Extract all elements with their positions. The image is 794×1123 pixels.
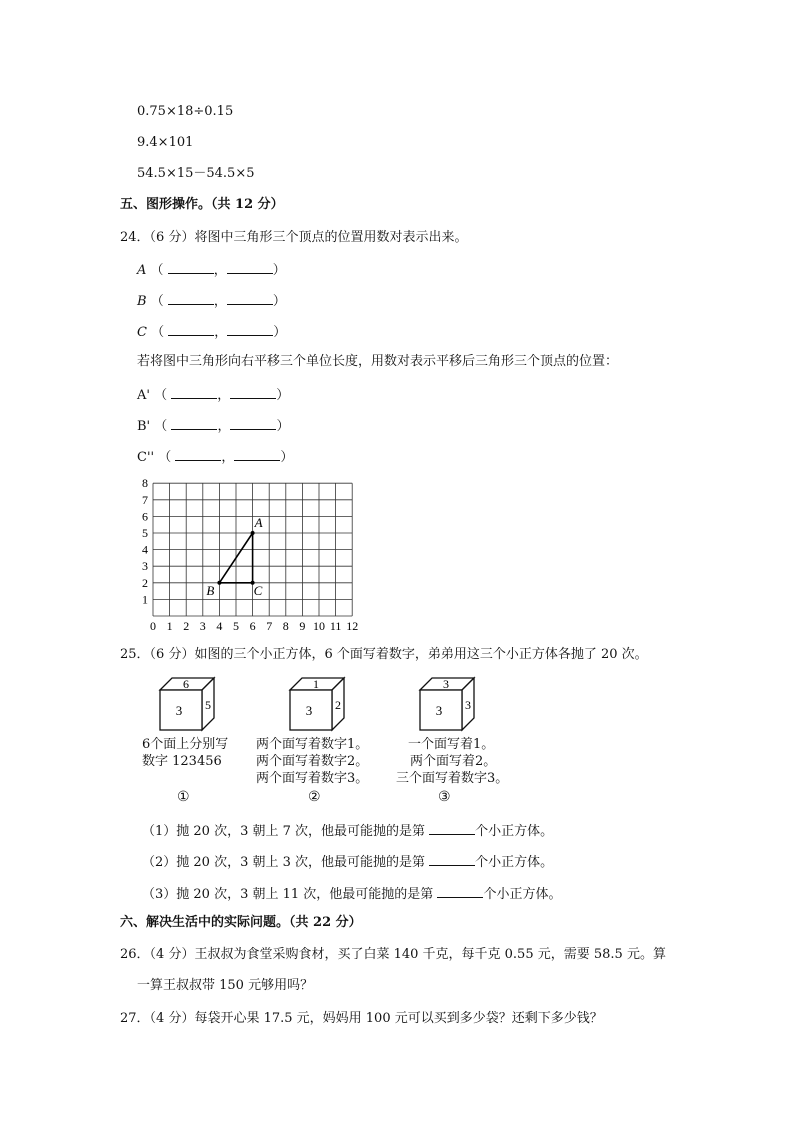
cube-3-desc-line-3: 三个面写着数字3。	[396, 771, 509, 786]
item-text: （3）抛 20 次，3 朝上 11 次，他最可能抛的是第	[142, 887, 434, 902]
cube-3-desc-line-2: 两个面写着2。	[410, 754, 497, 769]
answer-blank-x[interactable]	[171, 386, 217, 399]
x-tick-label: 12	[346, 619, 359, 633]
x-tick-label: 9	[299, 619, 306, 633]
close-paren: ）	[273, 325, 287, 340]
close-paren: ）	[276, 388, 290, 403]
comma: ，	[213, 263, 227, 278]
cube-2-side: 2	[335, 698, 341, 712]
cube-3	[420, 677, 474, 730]
item-text: （2）抛 20 次，3 朝上 3 次，他最可能抛的是第	[142, 855, 426, 870]
q24-point-b	[137, 292, 286, 310]
point-label: A	[137, 263, 147, 278]
answer-blank-y[interactable]	[234, 448, 280, 461]
answer-blank-y[interactable]	[230, 386, 276, 399]
q24-point-c	[137, 323, 286, 341]
calc-line-2: 9.4×101	[137, 135, 194, 150]
answer-blank-x[interactable]	[168, 292, 214, 305]
y-tick-label: 3	[142, 559, 148, 574]
answer-blank[interactable]	[429, 853, 475, 866]
cube-1-front: 3	[175, 703, 183, 718]
cube-3-number-mark: ③	[438, 789, 451, 805]
q24-point-a-prime	[137, 386, 289, 404]
answer-blank-y[interactable]	[227, 261, 273, 274]
answer-blank[interactable]	[429, 822, 475, 835]
point-label: C	[137, 325, 147, 340]
open-paren: （	[150, 263, 164, 278]
close-paren: ）	[272, 294, 286, 309]
answer-blank-x[interactable]	[175, 448, 221, 461]
cube-1-side: 5	[205, 698, 211, 712]
open-paren: （	[154, 419, 168, 434]
y-tick-label: 7	[142, 492, 148, 507]
point-label: C''	[137, 450, 155, 465]
cube-drawings	[140, 672, 560, 734]
cube-3-top: 3	[443, 677, 449, 691]
vertex-label-b: B	[206, 582, 215, 598]
x-tick-label: 8	[282, 619, 289, 633]
cube-1-top: 6	[183, 677, 189, 691]
calc-line-1: 0.75×18÷0.15	[137, 104, 234, 119]
cube-2-top: 1	[313, 677, 319, 691]
x-tick-label: 10	[313, 619, 325, 633]
cube-2-number-mark: ②	[308, 789, 321, 805]
point-label: B	[137, 294, 147, 309]
comma: ，	[213, 294, 227, 309]
q25-title: 25．（6 分）如图的三个小正方体，6 个面写着数字，弟弟用这三个小正方体各抛了 20 次。	[120, 647, 648, 662]
close-paren: ）	[280, 450, 294, 465]
y-tick-label: 5	[142, 526, 148, 540]
vertex-point-a	[251, 531, 255, 535]
cube-2-desc-line-2: 两个面写着数字2。	[256, 754, 369, 769]
x-tick-label: 6	[249, 619, 256, 633]
point-label: A'	[137, 388, 150, 403]
y-tick-label: 1	[142, 592, 148, 607]
cube-1	[160, 677, 214, 730]
item-text: （1）抛 20 次，3 朝上 7 次，他最可能抛的是第	[142, 824, 426, 839]
cube-1-number-mark: ①	[177, 789, 190, 805]
x-tick-label: 0	[150, 619, 156, 633]
answer-blank-x[interactable]	[171, 417, 217, 430]
comma: ，	[217, 419, 231, 434]
q25-item-2	[142, 853, 553, 871]
item-suffix: 个小正方体。	[475, 824, 554, 839]
cube-1-desc-line-1: 6个面上分别写	[142, 737, 229, 752]
q24-point-a	[137, 261, 286, 279]
answer-blank-y[interactable]	[227, 323, 273, 336]
answer-blank[interactable]	[437, 885, 483, 898]
cube-3-side: 3	[465, 698, 471, 712]
vertex-label-a: A	[254, 515, 263, 530]
y-tick-label: 2	[142, 575, 148, 590]
q24-subquestion: 若将图中三角形向右平移三个单位长度，用数对表示平移后三角形三个顶点的位置：	[137, 354, 619, 369]
q26-line-1: 26．（4 分）王叔叔为食堂采购食材，买了白菜 140 千克，每千克 0.55 元，需要 58.5 元。算	[120, 947, 666, 962]
x-tick-label: 5	[233, 619, 239, 633]
close-paren: ）	[272, 263, 286, 278]
answer-blank-y[interactable]	[227, 292, 273, 305]
cube-1-desc-line-2: 数字 123456	[142, 754, 222, 769]
item-suffix: 个小正方体。	[475, 855, 554, 870]
open-paren: （	[154, 388, 168, 403]
answer-blank-y[interactable]	[230, 417, 276, 430]
cube-2	[290, 677, 344, 730]
x-tick-label: 2	[183, 619, 190, 633]
comma: ，	[221, 450, 235, 465]
y-tick-label: 6	[142, 509, 148, 524]
cube-2-desc-line-1: 两个面写着数字1。	[256, 737, 369, 752]
x-tick-label: 3	[199, 619, 206, 633]
calc-line-3: 54.5×15－54.5×5	[137, 166, 255, 181]
section-5-heading: 五、图形操作。（共 12 分）	[120, 197, 284, 212]
item-suffix: 个小正方体。	[483, 887, 562, 902]
q25-item-1	[142, 822, 553, 840]
cube-2-desc-line-3: 两个面写着数字3。	[256, 771, 369, 786]
x-tick-label: 1	[166, 619, 173, 633]
x-tick-label: 7	[266, 619, 273, 633]
y-tick-label: 4	[142, 542, 148, 557]
cube-3-front: 3	[435, 703, 443, 718]
close-paren: ）	[276, 419, 290, 434]
x-tick-label: 4	[216, 619, 223, 633]
q27-text: 27．（4 分）每袋开心果 17.5 元，妈妈用 100 元可以买到多少袋？还剩下多少钱？	[120, 1011, 603, 1026]
q24-point-c-prime	[137, 448, 293, 466]
comma: ，	[214, 325, 228, 340]
comma: ，	[217, 388, 231, 403]
y-tick-label: 8	[142, 476, 148, 491]
point-label: B'	[137, 419, 151, 434]
q24-point-b-prime	[137, 417, 289, 435]
q25-item-3	[142, 885, 561, 903]
q24-title: 24．（6 分）将图中三角形三个顶点的位置用数对表示出来。	[120, 230, 468, 245]
x-tick-label: 11	[329, 619, 342, 633]
open-paren: （	[158, 450, 172, 465]
open-paren: （	[151, 325, 165, 340]
answer-blank-x[interactable]	[168, 323, 214, 336]
cube-2-front: 3	[305, 703, 313, 718]
q26-line-2: 一算王叔叔带 150 元够用吗？	[137, 978, 314, 993]
coordinate-grid-chart	[130, 474, 370, 634]
vertex-label-c: C	[253, 582, 263, 598]
answer-blank-x[interactable]	[168, 261, 214, 274]
open-paren: （	[150, 294, 164, 309]
vertex-point-b	[217, 581, 221, 585]
cube-3-desc-line-1: 一个面写着1。	[408, 737, 495, 752]
section-6-heading: 六、解决生活中的实际问题。（共 22 分）	[120, 915, 362, 930]
